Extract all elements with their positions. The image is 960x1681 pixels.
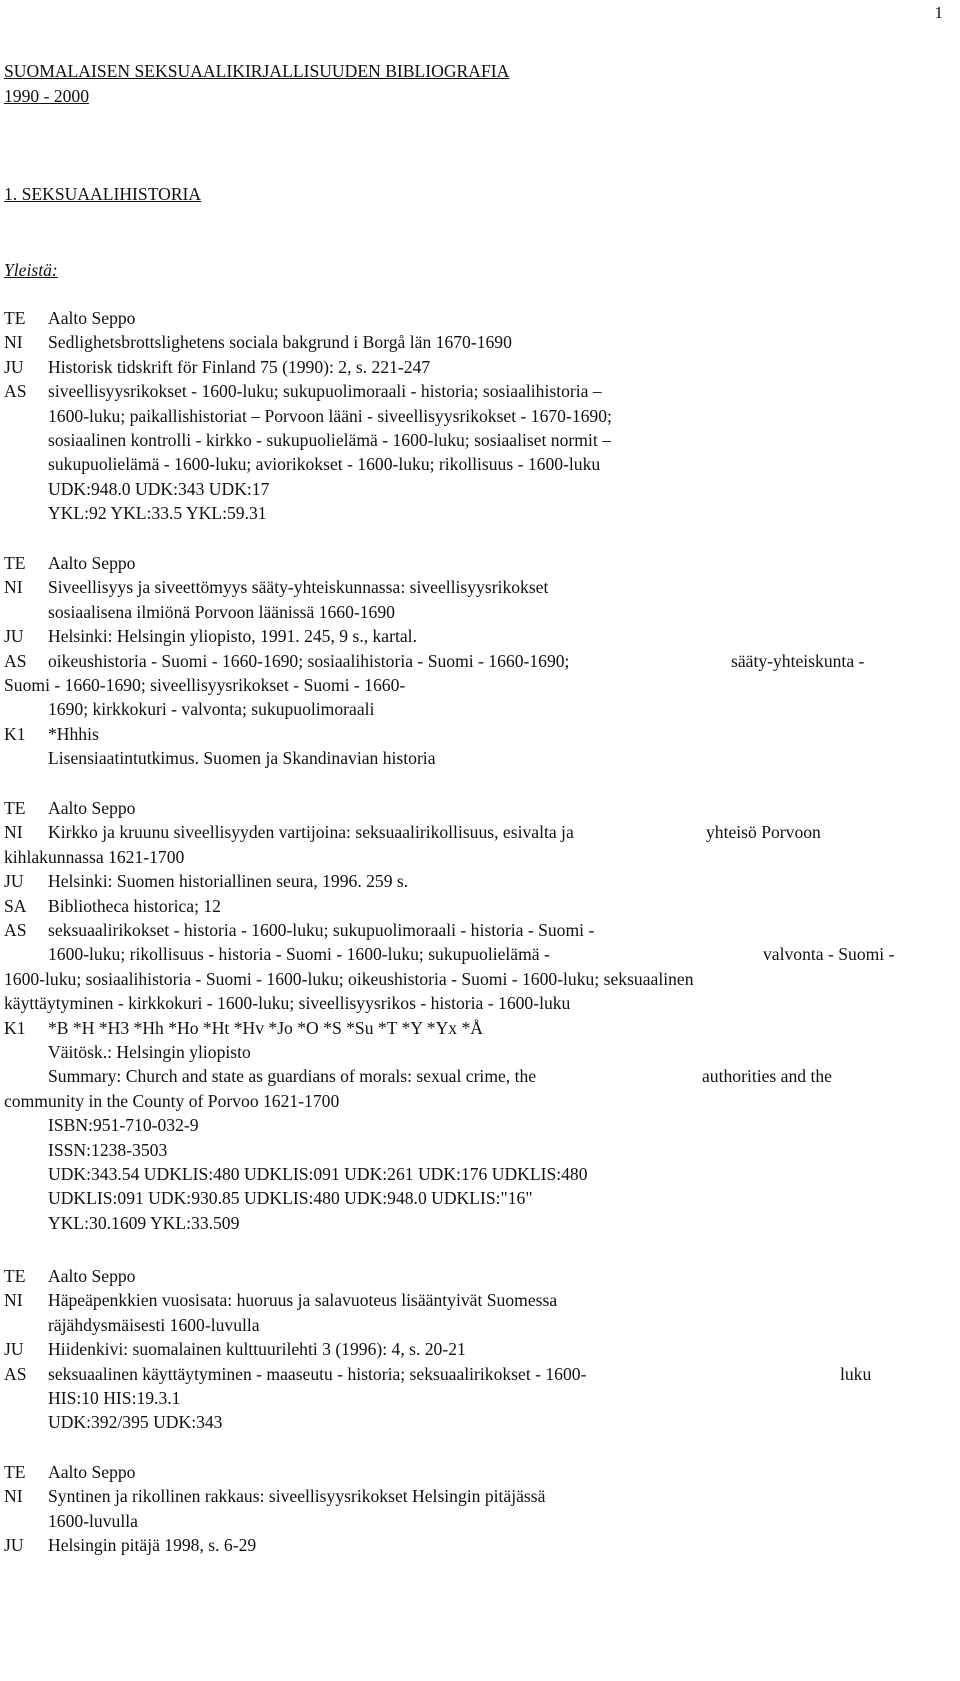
field-code: TE: [4, 798, 26, 818]
field-value: 1690; kirkkokuri - valvonta; sukupuolimoraali: [48, 699, 375, 720]
field-value: ISSN:1238-3503: [48, 1139, 168, 1160]
field-value: siveellisyysrikokset - 1600-luku; sukupuolimoraali - historia; sosiaalihistoria –: [48, 381, 602, 402]
field-value: Bibliotheca historica; 12: [48, 895, 221, 916]
field-code: TE: [4, 308, 26, 328]
field-value: Helsingin pitäjä 1998, s. 6-29: [48, 1535, 257, 1556]
document-title-line-1: SUOMALAISEN SEKSUAALIKIRJALLISUUDEN BIBLIOGRAFIA: [4, 61, 510, 81]
subheading: Yleistä:: [4, 260, 58, 280]
field-value: Helsinki: Suomen historiallinen seura, 1996. 259 s.: [48, 871, 409, 892]
section-heading: 1. SEKSUAALIHISTORIA: [4, 184, 202, 204]
field-value: *Hhhis: [48, 723, 99, 744]
field-value-tab-segment: yhteisö Porvoon: [706, 822, 821, 843]
field-value-tab-segment: authorities and the: [702, 1066, 832, 1087]
field-value: *B *H *H3 *Hh *Ho *Ht *Hv *Jo *O *S *Su *T *Y *Yx *Å: [48, 1017, 483, 1038]
field-code: AS: [4, 650, 27, 671]
field-code: JU: [4, 871, 24, 892]
field-value: räjähdysmäisesti 1600-luvulla: [48, 1314, 260, 1335]
field-value: seksuaalinen käyttäytyminen - maaseutu - historia; seksuaalirikokset - 1600-: [48, 1363, 587, 1384]
field-value: Väitösk.: Helsingin yliopisto: [48, 1042, 251, 1062]
field-value: Kirkko ja kruunu siveellisyyden vartijoina: seksuaalirikollisuus, esivalta ja: [48, 822, 574, 843]
field-code: NI: [4, 577, 23, 598]
field-code: NI: [4, 1486, 23, 1507]
field-value-continuation: kihlakunnassa 1621-1700: [4, 846, 185, 867]
field-code: TE: [4, 1266, 26, 1286]
field-code: SA: [4, 895, 27, 916]
field-value: UDKLIS:091 UDK:930.85 UDKLIS:480 UDK:948.0 UDKLIS:"16": [48, 1188, 533, 1209]
field-code: TE: [4, 1462, 26, 1482]
field-value: UDK:392/395 UDK:343: [48, 1412, 223, 1433]
field-code: TE: [4, 553, 26, 573]
field-value: Aalto Seppo: [48, 553, 136, 573]
field-value: Sedlighetsbrottslighetens sociala bakgrund i Borgå län 1670-1690: [48, 332, 512, 353]
field-value-continuation: Suomi - 1660-1690; siveellisyysrikokset - Suomi - 1660-: [4, 675, 406, 695]
field-value: Aalto Seppo: [48, 1462, 136, 1482]
field-value: Helsinki: Helsingin yliopisto, 1991. 245, 9 s., kartal.: [48, 626, 417, 647]
field-value: oikeushistoria - Suomi - 1660-1690; sosiaalihistoria - Suomi - 1660-1690;: [48, 650, 570, 671]
field-value-continuation: 1600-luku; sosiaalihistoria - Suomi - 1600-luku; oikeushistoria - Suomi - 1600-luku; seksuaalinen: [4, 968, 694, 989]
field-value: seksuaalirikokset - historia - 1600-luku; sukupuolimoraali - historia - Suomi -: [48, 920, 595, 940]
field-code: JU: [4, 1339, 24, 1360]
field-value: Aalto Seppo: [48, 798, 136, 818]
field-value: Aalto Seppo: [48, 308, 136, 328]
field-value-continuation: community in the County of Porvoo 1621-1700: [4, 1090, 340, 1111]
field-code: NI: [4, 332, 23, 353]
document-title-line-2: 1990 - 2000: [4, 86, 90, 106]
field-value: UDK:948.0 UDK:343 UDK:17: [48, 478, 270, 499]
field-value: Hiidenkivi: suomalainen kulttuurilehti 3 (1996): 4, s. 20-21: [48, 1339, 466, 1360]
page-number: 1: [934, 3, 943, 22]
field-value: 1600-luvulla: [48, 1510, 138, 1531]
field-code: JU: [4, 356, 24, 377]
field-value: Häpeäpenkkien vuosisata: huoruus ja salavuoteus lisääntyivät Suomessa: [48, 1290, 558, 1311]
field-value: YKL:30.1609 YKL:33.509: [48, 1212, 240, 1233]
field-value: YKL:92 YKL:33.5 YKL:59.31: [48, 503, 267, 524]
field-value: sosiaalisena ilmiönä Porvoon läänissä 1660-1690: [48, 601, 395, 622]
field-value: Aalto Seppo: [48, 1266, 136, 1286]
field-code: K1: [4, 1017, 26, 1038]
field-value-continuation: käyttäytyminen - kirkkokuri - 1600-luku; siveellisyysrikos - historia - 1600-luku: [4, 993, 571, 1014]
field-value: sosiaalinen kontrolli - kirkko - sukupuolielämä - 1600-luku; sosiaaliset normit –: [48, 430, 611, 450]
field-code: JU: [4, 626, 24, 647]
field-value-tab-segment: luku: [840, 1363, 872, 1384]
field-value: sukupuolielämä - 1600-luku; aviorikokset - 1600-luku; rikollisuus - 1600-luku: [48, 454, 601, 475]
field-code: NI: [4, 1290, 23, 1311]
field-value: Historisk tidskrift för Finland 75 (1990): 2, s. 221-247: [48, 356, 431, 377]
field-value: 1600-luku; paikallishistoriat – Porvoon lääni - siveellisyysrikokset - 1670-1690;: [48, 405, 612, 426]
field-code: NI: [4, 822, 23, 843]
field-code: AS: [4, 381, 27, 402]
field-value: UDK:343.54 UDKLIS:480 UDKLIS:091 UDK:261 UDK:176 UDKLIS:480: [48, 1164, 588, 1184]
field-code: AS: [4, 1363, 27, 1384]
field-value: HIS:10 HIS:19.3.1: [48, 1388, 181, 1408]
field-value: 1600-luku; rikollisuus - historia - Suomi - 1600-luku; sukupuolielämä -: [48, 944, 550, 965]
field-value: Syntinen ja rikollinen rakkaus: siveellisyysrikokset Helsingin pitäjässä: [48, 1486, 546, 1507]
field-value-tab-segment: sääty-yhteiskunta -: [731, 650, 865, 671]
field-value: Summary: Church and state as guardians of morals: sexual crime, the: [48, 1066, 537, 1087]
field-value: Siveellisyys ja siveettömyys sääty-yhteiskunnassa: siveellisyysrikokset: [48, 577, 549, 598]
field-code: AS: [4, 920, 27, 940]
field-code: JU: [4, 1535, 24, 1556]
field-code: K1: [4, 723, 26, 744]
field-value: Lisensiaatintutkimus. Suomen ja Skandinavian historia: [48, 748, 436, 769]
field-value: ISBN:951-710-032-9: [48, 1115, 199, 1136]
field-value-tab-segment: valvonta - Suomi -: [763, 944, 895, 965]
